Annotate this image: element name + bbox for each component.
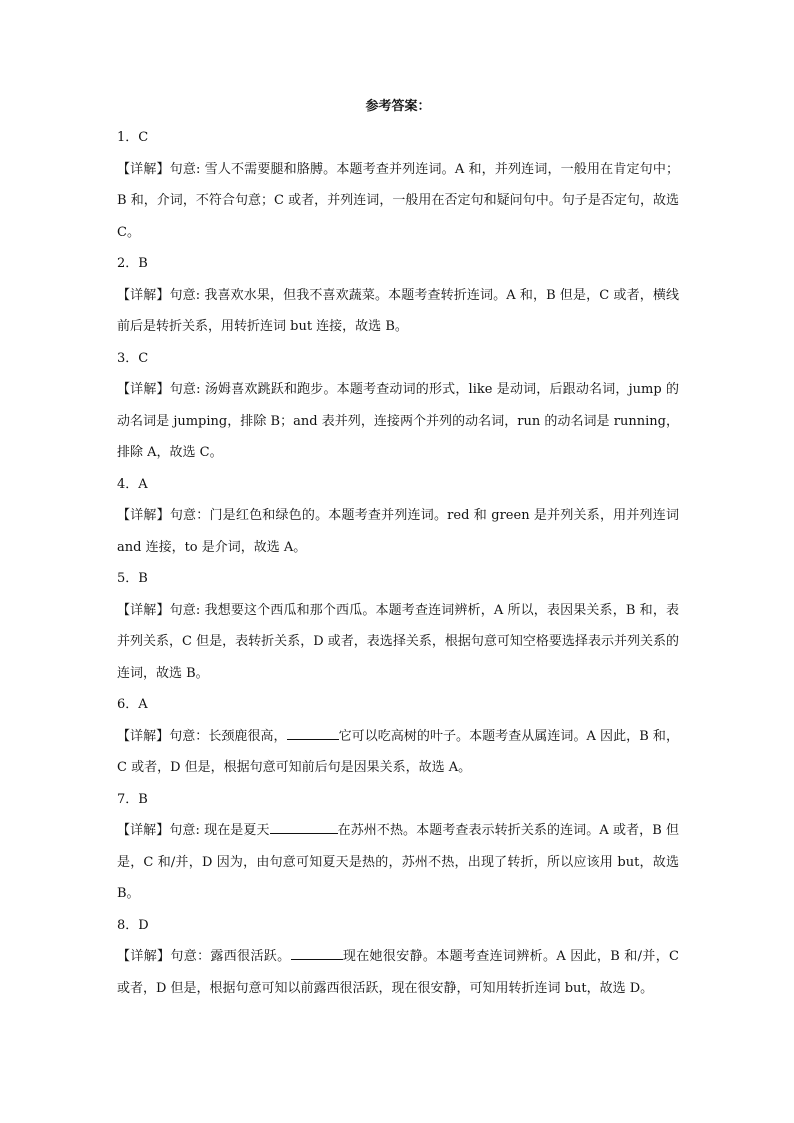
answer-item-4: [117, 469, 679, 564]
detail-text-before-blank: 句意：露西很活跃。: [170, 949, 291, 964]
detail-tag: 【详解】: [117, 949, 171, 964]
detail-tag: 【详解】: [117, 287, 170, 303]
answer-blank: [270, 819, 338, 834]
detail-text-before-blank: 句意：长颈鹿很高，: [169, 728, 287, 744]
answer-detail: [117, 500, 679, 563]
answer-key: 3．C: [117, 350, 149, 366]
detail-text: 句意: 我想要这个西瓜和那个西瓜。本题考查连词辨析，A 所以，表因果关系，B 和，表并列关系，C 但是，表转折关系，D 或者，表选择关系，根据句意可知空格要选择表示并列关系的连词，故选 B。: [117, 602, 679, 681]
detail-text-after-blank: 现在她很安静。本题考查连词辨析。A 因此，B 和/并，C 或者，D 但是，根据句意可知以前露西很活跃，现在很安静，可知用转折连词 but，故选 D。: [117, 949, 679, 996]
answer-detail: [117, 941, 679, 1004]
answer-item-7: [117, 784, 679, 910]
detail-text: 句意: 雪人不需要腿和胳膊。本题考查并列连词。A 和，并列连词，一般用在肯定句中；B 和，介词，不符合句意；C 或者，并列连词，一般用在否定句和疑问句中。句子是否定句，故选 C。: [117, 161, 679, 240]
detail-tag: 【详解】: [117, 382, 170, 397]
answer-detail: [117, 721, 679, 784]
detail-tag: 【详解】: [117, 728, 170, 744]
answer-item-8: [117, 910, 679, 1005]
detail-tag: 【详解】: [117, 602, 170, 618]
detail-tag: 【详解】: [117, 508, 170, 523]
detail-text-before-blank: 句意: 现在是夏天: [169, 823, 270, 838]
answer-key: 2．B: [117, 256, 148, 271]
answer-item-2: [117, 248, 679, 343]
answer-key: 6．A: [117, 697, 148, 712]
answer-key: 5．B: [117, 571, 148, 586]
answer-detail: [117, 154, 679, 249]
answer-blank: [291, 945, 343, 960]
answer-item-1: [117, 122, 679, 248]
answer-detail: [117, 280, 679, 343]
answer-key: 4．A: [117, 476, 148, 492]
detail-text: 句意: 汤姆喜欢跳跃和跑步。本题考查动词的形式，like 是动词，后跟动名词，jump 的动名词是 jumping，排除 B；and 表并列，连接两个并列的动名词，run 的动名词是 running，排除 A，故选 C。: [117, 382, 679, 460]
answer-key: 1．C: [117, 130, 149, 145]
detail-text: 句意：门是红色和绿色的。本题考查并列连词。red 和 green 是并列关系，用并列连词 and 连接，to 是介词，故选 A。: [117, 508, 679, 555]
answer-blank: [287, 725, 339, 740]
detail-tag: 【详解】: [117, 161, 170, 177]
answer-detail: [117, 595, 679, 690]
detail-text-after-blank: 在苏州不热。本题考查表示转折关系的连词。A 或者，B 但是，C 和/并，D 因为，由句意可知夏天是热的，苏州不热，出现了转折，所以应该用 but，故选 B。: [117, 823, 679, 901]
page-title: 参考答案：: [365, 99, 431, 114]
answer-key: 7．B: [117, 791, 148, 807]
answer-item-6: [117, 689, 679, 784]
answer-key: 8．D: [117, 917, 149, 933]
answer-detail: [117, 815, 679, 910]
detail-text-after-blank: 它可以吃高树的叶子。本题考查从属连词。A 因此，B 和，C 或者，D 但是，根据句意可知前后句是因果关系，故选 A。: [117, 728, 679, 775]
answer-page: [117, 92, 679, 1004]
answer-item-3: [117, 343, 679, 469]
detail-text: 句意: 我喜欢水果，但我不喜欢蔬菜。本题考查转折连词。A 和，B 但是，C 或者，横线前后是转折关系，用转折连词 but 连接，故选 B。: [117, 287, 679, 334]
answer-detail: [117, 374, 679, 469]
answer-item-5: [117, 563, 679, 689]
detail-tag: 【详解】: [117, 823, 170, 838]
